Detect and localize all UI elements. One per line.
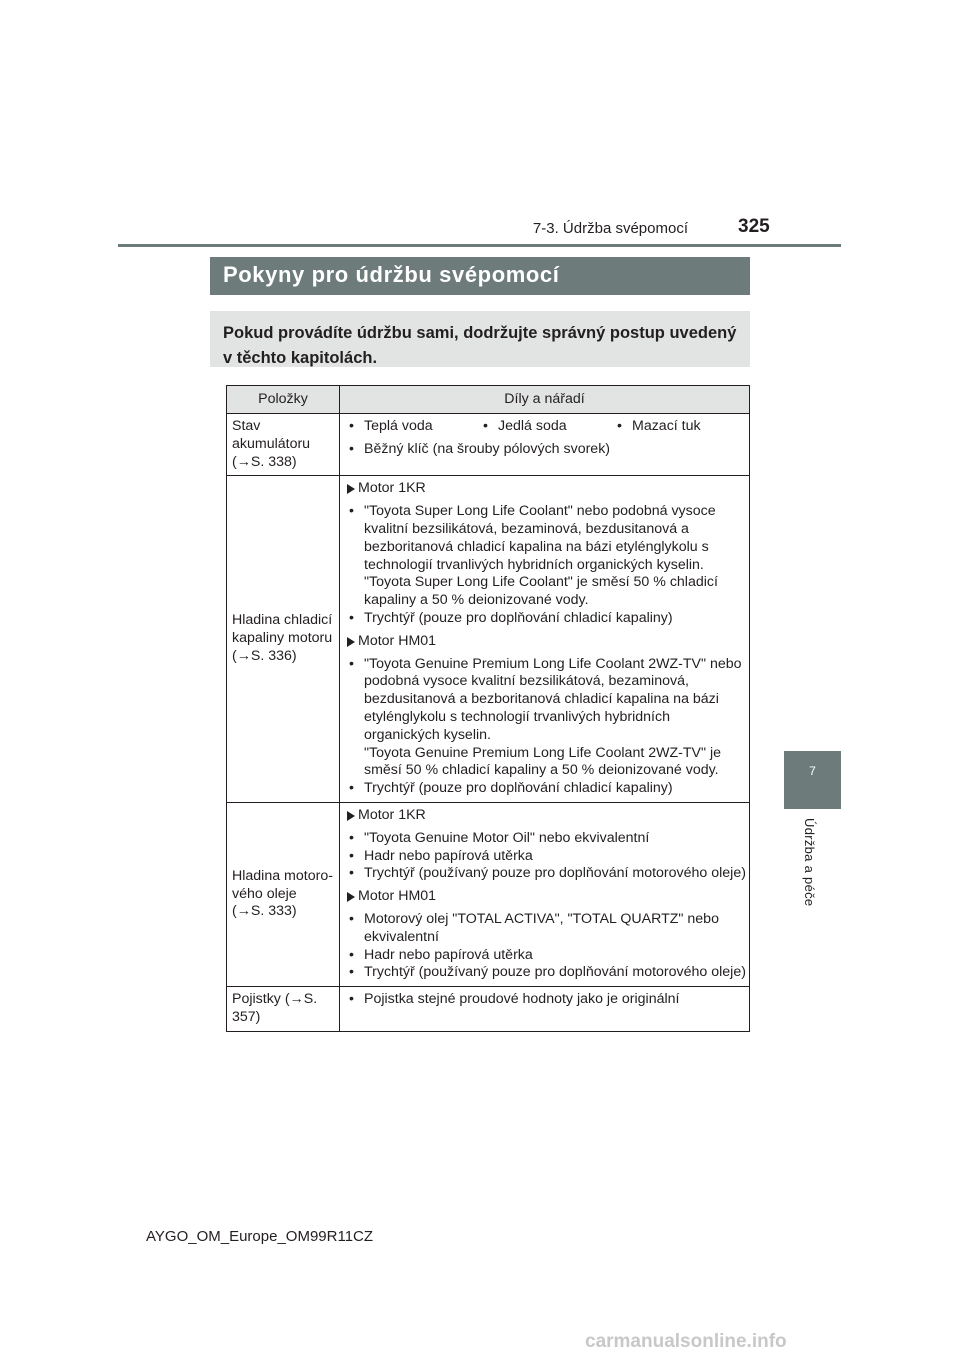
item-name: Hladina chladicí bbox=[232, 612, 333, 629]
table-row bbox=[227, 802, 750, 986]
triangle-bullet-icon bbox=[347, 892, 355, 902]
table-row bbox=[227, 414, 750, 476]
maintenance-table bbox=[226, 385, 750, 1032]
parts-cell bbox=[340, 476, 750, 803]
item-cell bbox=[227, 476, 340, 803]
list-item: • Teplá voda bbox=[349, 418, 433, 434]
intro-text: Pokud provádíte údržbu sami, dodržujte správný postup uvedený v těchto kapitolách. bbox=[210, 311, 750, 367]
item-name: vého oleje bbox=[232, 885, 297, 902]
item-cell bbox=[227, 987, 340, 1032]
parts-cell bbox=[340, 987, 750, 1032]
watermark: carmanualsonline.info bbox=[585, 1331, 787, 1352]
list-item: • Hadr nebo papírová utěrka bbox=[349, 847, 533, 864]
item-name: Pojistky (→S. 357) bbox=[232, 991, 318, 1025]
list-item: • Trychtýř (pouze pro doplňování chladicí kapaliny) bbox=[349, 609, 673, 626]
list-item: • "Toyota Super Long Life Coolant" nebo podobná vysoce kvalitní bezsilikátová, bezaminová, bezdusitanová a bezboritanová chladicí kapalina na bázi etylénglykolu s technologií trvanlivých hybridních organických kyselin. bbox=[349, 503, 716, 573]
list-item: • Trychtýř (pouze pro doplňování chladicí kapaliny) bbox=[349, 780, 673, 797]
item-name: Stav akumulátoru bbox=[232, 418, 311, 452]
engine-heading: Motor HM01 bbox=[345, 633, 747, 651]
item-cell bbox=[227, 802, 340, 986]
list-item: • "Toyota Genuine Premium Long Life Coolant 2WZ-TV" nebo podobná vysoce kvalitní bezsilikátová, bezaminová, bezdusitanová a bezboritanová chladicí kapalina na bázi etylénglykolu s technologií trvanlivých hybridních organických kyselin. bbox=[349, 655, 742, 743]
parts-cell bbox=[340, 414, 750, 476]
list-item: • Mazací tuk bbox=[617, 418, 701, 434]
list-item: • Hadr nebo papírová utěrka bbox=[349, 946, 533, 963]
page-title: Pokyny pro údržbu svépomocí bbox=[210, 257, 750, 295]
header-items: Položky bbox=[227, 386, 340, 414]
chapter-label: Údržba a péče bbox=[802, 818, 817, 907]
page-reference: (→S. 338) bbox=[232, 453, 297, 470]
list-item: • Trychtýř (používaný pouze pro doplňování motorového oleje) bbox=[349, 865, 746, 882]
triangle-bullet-icon bbox=[347, 484, 355, 494]
list-item-note: "Toyota Genuine Premium Long Life Coolant 2WZ-TV" je směsí 50 % chladicí kapaliny a 50 % deionizované vody. bbox=[364, 744, 722, 779]
list-item: • "Toyota Genuine Motor Oil" nebo ekvivalentní bbox=[349, 829, 650, 846]
engine-heading: Motor HM01 bbox=[345, 888, 747, 906]
list-item: • Běžný klíč (na šrouby pólových svorek) bbox=[349, 440, 611, 457]
triangle-bullet-icon bbox=[347, 637, 355, 647]
parts-cell bbox=[340, 802, 750, 986]
list-item: • Pojistka stejné proudové hodnoty jako je originální bbox=[349, 991, 680, 1008]
table-header-row bbox=[227, 386, 750, 414]
engine-heading: Motor 1KR bbox=[345, 807, 747, 825]
list-item: • Trychtýř (používaný pouze pro doplňování motorového oleje) bbox=[349, 964, 746, 981]
chapter-tab bbox=[784, 751, 841, 809]
item-name: Hladina motoro- bbox=[232, 867, 333, 884]
item-name: kapaliny motoru bbox=[232, 630, 333, 647]
document-id: AYGO_OM_Europe_OM99R11CZ bbox=[146, 1228, 374, 1245]
list-item-note: "Toyota Super Long Life Coolant" je směsí 50 % chladicí kapaliny a 50 % deionizované vody. bbox=[364, 574, 718, 609]
list-item: • Jedlá soda bbox=[483, 418, 567, 434]
chapter-number: 7 bbox=[809, 764, 816, 778]
engine-heading: Motor 1KR bbox=[345, 480, 747, 498]
item-cell bbox=[227, 414, 340, 476]
table-row bbox=[227, 987, 750, 1032]
page-number: 325 bbox=[738, 216, 770, 237]
parts-inline-list bbox=[345, 418, 747, 436]
section-title: 7-3. Údržba svépomocí bbox=[532, 220, 688, 237]
list-item: • Motorový olej "TOTAL ACTIVA", "TOTAL QUARTZ" nebo ekvivalentní bbox=[349, 910, 719, 945]
triangle-bullet-icon bbox=[347, 811, 355, 821]
page-reference: (→S. 336) bbox=[232, 648, 297, 665]
page-reference: (→S. 333) bbox=[232, 903, 297, 920]
table-row bbox=[227, 476, 750, 803]
header-parts: Díly a nářadí bbox=[340, 386, 750, 414]
header-rule bbox=[118, 244, 841, 247]
